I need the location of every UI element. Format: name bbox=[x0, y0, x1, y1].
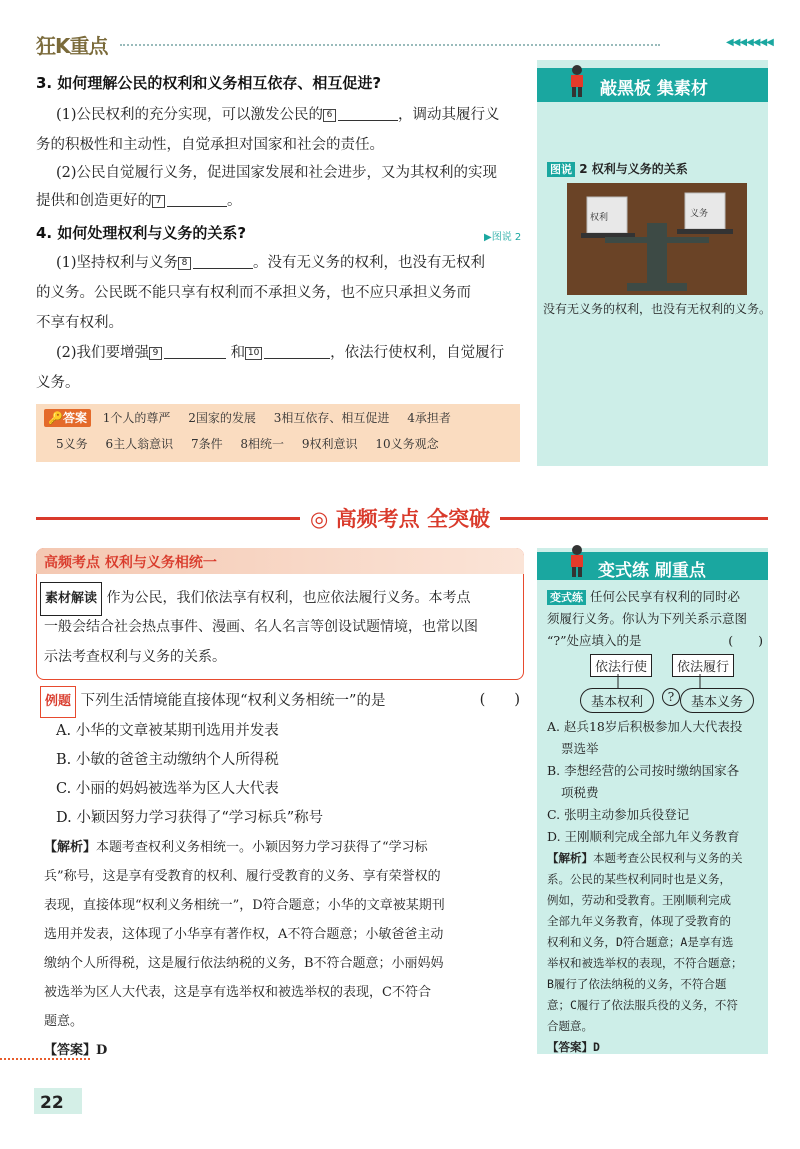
answer-item: 7条件 bbox=[190, 437, 223, 451]
answer-item: 3相互依存、相互促进 bbox=[273, 411, 390, 425]
q4-paragraph-1-line2: 的义务。公民既不能只享有权利而不承担义务，也不应只承担义务而 bbox=[36, 285, 471, 301]
practice-option-b[interactable]: B. 李想经营的公司按时缴纳国家各 bbox=[547, 763, 740, 778]
student-figure-icon bbox=[566, 544, 588, 578]
relation-diagram bbox=[580, 654, 760, 714]
answer-parentheses[interactable]: ( ) bbox=[479, 692, 520, 708]
practice-options: A. 赵兵18岁后积极参加人大代表投 票选举 B. 李想经营的公司按时缴纳国家各 项税费 C. 张明主动参加兵役登记 D. 王刚顺利完成全部九年义务教育 bbox=[547, 716, 763, 848]
option-a[interactable]: A. 小华的文章被某期刊选用并发表 bbox=[56, 723, 279, 739]
practice-analysis: 【解析】本题考查公民权利与义务的关 系。公民的某些权利同时也是义务， 例如，劳动和受教育。王刚顺利完成 全部九年义务教育，体现了受教育的 权利和义务，D符合题意；A是享有选 举权和被选举权的表现，不符合题意； B履行了依法纳税的义务，不符合题 意；C履行了依法服兵役的义务，不符 合题意。 【答案】D bbox=[547, 848, 765, 1058]
blank-6[interactable] bbox=[338, 104, 398, 121]
balance-scale-image bbox=[567, 183, 747, 295]
topic-description: 素材解读 作为公民，我们依法享有权利，也应依法履行义务。本考点 bbox=[40, 582, 516, 616]
answer-row-1 bbox=[44, 405, 451, 431]
answer-item: 4承担者 bbox=[407, 411, 451, 425]
section-banner: ◎ 高频考点 全突破 bbox=[300, 503, 500, 533]
q4-paragraph-2-line2: 义务。 bbox=[36, 375, 80, 391]
q4-paragraph-1: (1)坚持权利与义务 8 。没有无义务的权利，也没有无权利 bbox=[56, 248, 485, 278]
target-icon: ◎ bbox=[310, 507, 329, 531]
side-panel-bottom-title: 变式练 刷重点 bbox=[598, 561, 706, 581]
blank-8[interactable] bbox=[193, 252, 253, 269]
q4-paragraph-2: (2)我们要增强 9 和 10 ，依法行使权利，自觉履行 bbox=[56, 338, 504, 368]
answer-item: 6主人翁意识 bbox=[105, 437, 174, 451]
practice-option-d[interactable]: D. 王刚顺利完成全部九年义务教育 bbox=[547, 829, 740, 844]
q4-paragraph-1-line3: 不享有权利。 bbox=[36, 315, 123, 331]
diagram-question-mark: ? bbox=[662, 688, 680, 706]
option-d[interactable]: D. 小颖因努力学习获得了“学习标兵”称号 bbox=[56, 810, 324, 826]
practice-tag: 变式练 bbox=[547, 590, 586, 605]
answer-row-2 bbox=[56, 431, 439, 457]
diagram-oval-rights: 基本权利 bbox=[580, 688, 654, 713]
practice-option-c[interactable]: C. 张明主动参加兵役登记 bbox=[547, 807, 690, 822]
figure-caption-title: 图说 2 权利与义务的关系 bbox=[547, 160, 688, 177]
practice-answer-parentheses[interactable]: ( ) bbox=[728, 633, 763, 648]
q3-paragraph-2: (2)公民自觉履行义务，促进国家发展和社会进步，又为其权利的实现 bbox=[56, 165, 498, 181]
blank-number-7: 7 bbox=[152, 195, 165, 208]
key-icon: 🔑 bbox=[48, 411, 63, 425]
diagram-box-exercise: 依法行使 bbox=[590, 654, 652, 677]
blank-number-8: 8 bbox=[178, 257, 191, 270]
topic-line2: 一般会结合社会热点事件、漫画、名人名言等创设试题情境，也常以图 bbox=[44, 619, 478, 635]
answer-item: 5义务 bbox=[56, 437, 88, 451]
q4-title: 4. 如何处理权利与义务的关系? bbox=[36, 224, 247, 242]
q3-title: 3. 如何理解公民的权利和义务相互依存、相互促进? bbox=[36, 74, 382, 92]
topic-title: 高频考点 权利与义务相统一 bbox=[44, 555, 217, 571]
header-dotted-rule bbox=[120, 44, 660, 46]
example-label: 例题 bbox=[40, 686, 76, 718]
teacher-figure-icon bbox=[566, 64, 588, 98]
practice-question: 变式练 任何公民享有权利的同时必 须履行义务。你认为下列关系示意图 “?”处应填入的是 ( ) bbox=[547, 586, 763, 652]
footer-dotted-rule bbox=[0, 1058, 90, 1060]
answer-item: 9权利意识 bbox=[301, 437, 358, 451]
material-label: 素材解读 bbox=[40, 582, 102, 616]
example-answer: 【答案】D bbox=[44, 1043, 108, 1058]
page-number: 22 bbox=[40, 1093, 64, 1113]
figure-caption: 没有无义务的权利，也没有无权利的义务。 bbox=[543, 302, 772, 316]
side-panel-top-title: 敲黑板 集素材 bbox=[600, 79, 708, 99]
topic-line3: 示法考查权利与义务的关系。 bbox=[44, 649, 226, 665]
practice-option-a[interactable]: A. 赵兵18岁后积极参加人大代表投 bbox=[547, 719, 743, 734]
q3-paragraph-1: (1)公民权利的充分实现，可以激发公民的 6 ，调动其履行义 bbox=[56, 100, 526, 130]
example-question: 例题 下列生活情境能直接体现“权利义务相统一”的是 ( ) bbox=[40, 686, 524, 718]
example-analysis: 【解析】本题考查权利义务相统一。小颖因努力学习获得了“学习标 兵”称号，这是享有受教育的权利、履行受教育的义务、享有荣誉权的 表现，直接体现“权利义务相统一”，D符合题意；小华的文章被某期刊 选用并发表，这体现了小华享有著作权，A不符合题意；小敏爸爸主动 缴纳个人所得税，这是履行依法纳税的义务，B不符合题意；小丽妈妈 被选举为区人大代表，这是享有选举权和被选举权的表现，C不符合 题意。 【答案】D bbox=[44, 833, 524, 1065]
blank-number-9: 9 bbox=[149, 347, 162, 360]
answer-item: 8相统一 bbox=[240, 437, 285, 451]
diagram-box-fulfill: 依法履行 bbox=[672, 654, 734, 677]
header-arrows-icon: ◀◀◀◀◀◀◀ bbox=[726, 37, 773, 48]
blank-10[interactable] bbox=[264, 342, 330, 359]
figure-reference[interactable]: ▶图说 2 bbox=[484, 232, 522, 243]
option-c[interactable]: C. 小丽的妈妈被选举为区人大代表 bbox=[56, 781, 279, 797]
q3-paragraph-2-line2: 提供和创造更好的 7 。 bbox=[36, 186, 242, 216]
practice-answer: 【答案】D bbox=[547, 1040, 600, 1054]
brand-logo: 狂K重点 bbox=[36, 34, 108, 58]
option-b[interactable]: B. 小敏的爸爸主动缴纳个人所得税 bbox=[56, 752, 279, 768]
blank-number-6: 6 bbox=[323, 109, 336, 122]
scale-left-label: 权利 bbox=[590, 213, 609, 223]
blank-7[interactable] bbox=[167, 190, 227, 207]
answer-item: 2国家的发展 bbox=[188, 411, 256, 425]
diagram-oval-duties: 基本义务 bbox=[680, 688, 754, 713]
answer-item: 10义务观念 bbox=[375, 437, 439, 451]
blank-number-10: 10 bbox=[245, 347, 262, 360]
answer-badge: 🔑答案 bbox=[44, 409, 91, 427]
scale-right-label: 义务 bbox=[690, 209, 709, 219]
blank-9[interactable] bbox=[164, 342, 226, 359]
answer-item: 1个人的尊严 bbox=[102, 411, 171, 425]
q3-paragraph-1-line2: 务的积极性和主动性，自觉承担对国家和社会的责任。 bbox=[36, 137, 384, 153]
